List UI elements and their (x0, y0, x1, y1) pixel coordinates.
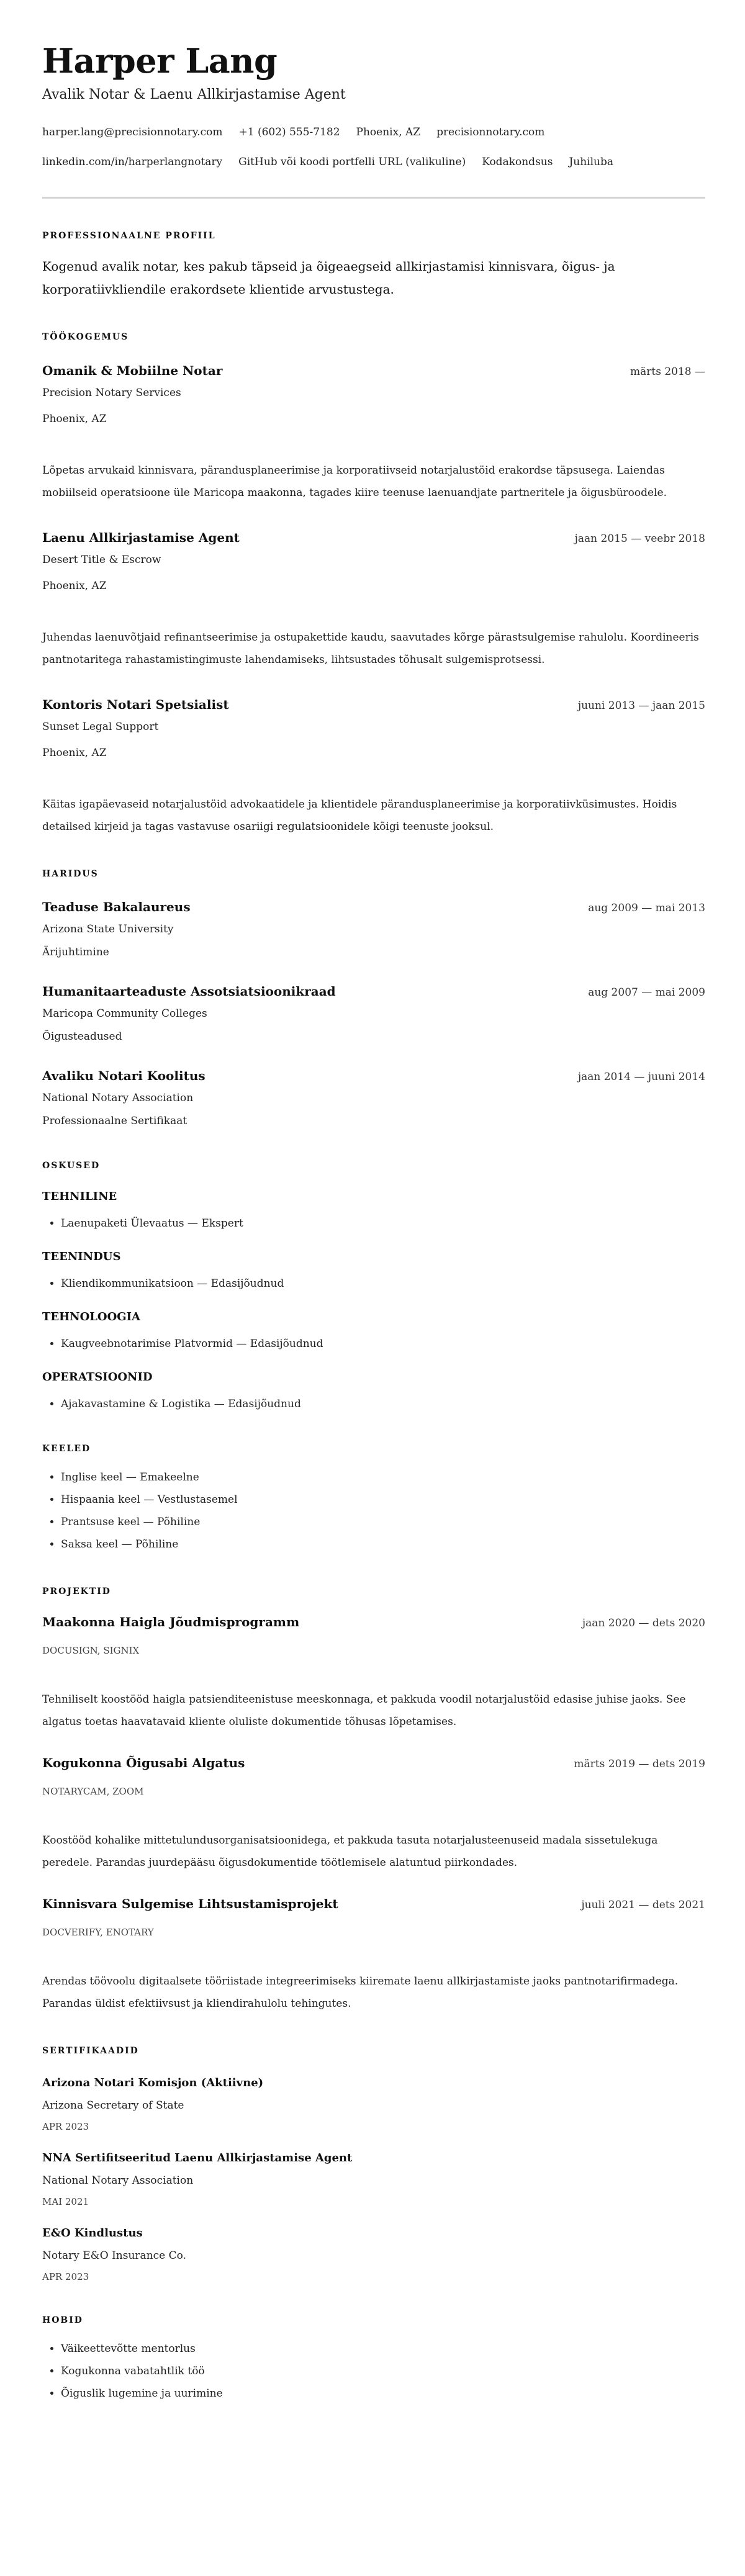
hobby-item: • Õiguslik lugemine ja uurimine (61, 2382, 705, 2405)
language-item: • Hispaania keel — Vestlustasemel (61, 1488, 705, 1511)
job-company: Desert Title & Escrow (42, 554, 161, 566)
certification-date: MAI 2021 (42, 2196, 89, 2207)
skill-item: • Kaugveebnotarimise Platvormid — Edasijõudnud (61, 1335, 705, 1353)
project-tech: NOTARYCAM, ZOOM (42, 1786, 144, 1797)
institution-name: National Notary Association (42, 1092, 194, 1104)
project-header (42, 1895, 705, 1914)
skill-category-heading: TEHNILINE (42, 1190, 117, 1203)
job-dates: jaan 2015 — veebr 2018 (574, 533, 705, 545)
project-dates: juuli 2021 — dets 2021 (581, 1899, 705, 1911)
section-heading: TÖÖKOGEMUS (42, 332, 129, 342)
project-dates: märts 2019 — dets 2019 (574, 1758, 705, 1770)
skill-category-heading: TEHNOLOOGIA (42, 1310, 141, 1323)
section-heading: HOBID (42, 2315, 83, 2325)
education-entry (42, 983, 705, 1045)
job-header (42, 529, 705, 547)
degree-title: Teaduse Bakalaureus (42, 899, 191, 914)
contact-item[interactable]: precisionnotary.com (436, 126, 545, 138)
skill-list (42, 1335, 705, 1353)
project-description: Tehniliselt koostööd haigla patsienditeenistuse meeskonnaga, et pakkuda voodil notarjalustöid edasise juhise jaoks. See algatus toetas haavatavaid kliente oluliste dokumentide tõhusas lõpetamises. (42, 1693, 686, 1728)
job-entry (42, 696, 705, 838)
project-dates: jaan 2020 — dets 2020 (582, 1617, 705, 1629)
candidate-name: Harper Lang (42, 41, 278, 81)
certification-name: NNA Sertifitseeritud Laenu Allkirjastamise Agent (42, 2151, 353, 2164)
job-header (42, 362, 705, 381)
education-dates: aug 2007 — mai 2009 (588, 986, 705, 999)
certification-entry (42, 2074, 705, 2134)
contact-item[interactable]: linkedin.com/in/harperlangnotary (42, 156, 223, 168)
job-location: Phoenix, AZ (42, 580, 107, 592)
hobby-list (42, 2338, 705, 2405)
project-title: Kogukonna Õigusabi Algatus (42, 1755, 245, 1770)
candidate-headline: Avalik Notar & Laenu Allkirjastamise Agent (42, 87, 346, 102)
language-item: • Saksa keel — Põhiline (61, 1533, 705, 1556)
project-title: Maakonna Haigla Jõudmisprogramm (42, 1615, 300, 1629)
job-dates: märts 2018 — (630, 366, 705, 378)
skill-item: • Laenupaketi Ülevaatus — Ekspert (61, 1215, 705, 1232)
degree-title: Humanitaarteaduste Assotsiatsioonikraad (42, 984, 336, 999)
certification-issuer: Notary E&O Insurance Co. (42, 2249, 186, 2262)
profile-summary: Kogenud avalik notar, kes pakub täpseid ja õigeaegseid allkirjastamisi kinnisvara, õigus- ja korporatiivkliendile erakordsete klientide arvustustega. (42, 259, 615, 297)
project-description: Koostööd kohalike mittetulundusorganisatsioonidega, et pakkuda tasuta notarjalusteenuseid madala sissetulekuga peredele. Parandas juurdepääsu õigusdokumentide töötlemisele alatuntud piirkondades. (42, 1834, 658, 1869)
education-header (42, 898, 705, 917)
certification-name: Arizona Notari Komisjon (Aktiivne) (42, 2076, 264, 2089)
certification-date: APR 2023 (42, 2271, 89, 2282)
project-tech: DOCUSIGN, SIGNIX (42, 1645, 140, 1656)
project-header (42, 1754, 705, 1773)
job-location: Phoenix, AZ (42, 747, 107, 759)
skill-item: • Kliendikommunikatsioon — Edasijõudnud (61, 1275, 705, 1292)
education-entry (42, 898, 705, 961)
skill-item: • Ajakavastamine & Logistika — Edasijõudnud (61, 1395, 705, 1413)
job-description: Käitas igapäevaseid notarjalustöid advokaatidele ja klientidele pärandusplaneerimise ja korporatiivküsimustes. Hoidis detailsed kirjeid ja tagas vastavuse osariigi regulatsioonidele kõigi teenuste jooksul. (42, 798, 677, 833)
job-description: Juhendas laenuvõtjaid refinantseerimise ja ostupakettide kaudu, saavutades kõrge pärastsulgemise rahulolu. Koordineeris pantnotaritega rahastamistingimuste lahendamiseks, lihtsustades tõhusalt sulgemisprotsessi. (42, 631, 699, 666)
job-company: Sunset Legal Support (42, 721, 159, 733)
language-item: • Inglise keel — Emakeelne (61, 1466, 705, 1488)
education-dates: aug 2009 — mai 2013 (588, 902, 705, 914)
hobby-item: • Väikeettevõtte mentorlus (61, 2338, 705, 2360)
institution-name: Maricopa Community Colleges (42, 1007, 207, 1020)
skill-category-heading: TEENINDUS (42, 1250, 121, 1263)
education-entry (42, 1067, 705, 1130)
certification-name: E&O Kindlustus (42, 2227, 143, 2240)
header-divider (42, 197, 705, 199)
certification-entry (42, 2225, 705, 2284)
contact-item: Kodakondsus (482, 156, 553, 168)
contact-list (42, 124, 705, 171)
education-dates: jaan 2014 — juuni 2014 (577, 1071, 705, 1083)
resume-header (42, 41, 705, 171)
field-of-study: Õigusteadused (42, 1030, 122, 1043)
field-of-study: Professionaalne Sertifikaat (42, 1115, 187, 1127)
contact-item: +1 (602) 555-7182 (238, 126, 340, 138)
skill-list (42, 1275, 705, 1292)
certification-date: APR 2023 (42, 2121, 89, 2132)
hobby-item: • Kogukonna vabatahtlik töö (61, 2360, 705, 2382)
section-heading: OSKUSED (42, 1161, 101, 1171)
job-title: Omanik & Mobiilne Notar (42, 363, 223, 378)
job-entry (42, 362, 705, 504)
job-entry (42, 529, 705, 671)
contact-item: Juhiluba (569, 156, 614, 168)
institution-name: Arizona State University (42, 923, 174, 935)
project-entry (42, 1754, 705, 1874)
field-of-study: Ärijuhtimine (42, 946, 109, 958)
certification-entry (42, 2150, 705, 2209)
job-title: Kontoris Notari Spetsialist (42, 697, 229, 712)
certifications-section (42, 2045, 705, 2284)
job-description: Lõpetas arvukaid kinnisvara, pärandusplaneerimise ja korporatiivseid notarjalustöid erakordse täpsusega. Laiendas mobiilseid operatsioone üle Maricopa maakonna, tagades kiire teenuse laenuandjate partneritele ja õigusbüroodele. (42, 464, 667, 499)
job-title: Laenu Allkirjastamise Agent (42, 530, 240, 545)
project-tech: DOCVERIFY, ENOTARY (42, 1927, 154, 1938)
profile-section (42, 230, 705, 301)
certification-issuer: Arizona Secretary of State (42, 2099, 184, 2112)
job-header (42, 696, 705, 714)
language-list (42, 1466, 705, 1556)
section-heading: KEELED (42, 1444, 91, 1454)
skills-section (42, 1160, 705, 1413)
project-description: Arendas töövoolu digitaalsete tööriistade integreerimiseks kiiremate laenu allkirjastamiste jaoks pantnotarifirmadega. Parandas üldist efektiivsust ja kliendirahulolu tehingutes. (42, 1975, 679, 2010)
contact-item: Phoenix, AZ (356, 126, 421, 138)
job-dates: juuni 2013 — jaan 2015 (577, 700, 705, 712)
language-item: • Prantsuse keel — Põhiline (61, 1511, 705, 1533)
section-heading: HARIDUS (42, 869, 99, 879)
degree-title: Avaliku Notari Koolitus (42, 1068, 205, 1083)
section-heading: SERTIFIKAADID (42, 2046, 139, 2056)
skill-category-heading: OPERATSIOONID (42, 1371, 153, 1384)
section-heading: PROJEKTID (42, 1587, 111, 1596)
project-header (42, 1613, 705, 1632)
certification-issuer: National Notary Association (42, 2174, 194, 2187)
education-section (42, 868, 705, 1130)
skill-list (42, 1215, 705, 1232)
job-company: Precision Notary Services (42, 387, 181, 399)
education-header (42, 1067, 705, 1086)
skill-list (42, 1395, 705, 1413)
project-entry (42, 1895, 705, 2015)
contact-item: GitHub või koodi portfelli URL (valikuline) (238, 156, 466, 168)
project-title: Kinnisvara Sulgemise Lihtsustamisprojekt (42, 1896, 338, 1911)
projects-section (42, 1585, 705, 2015)
languages-section (42, 1443, 705, 1556)
experience-section (42, 331, 705, 838)
contact-item[interactable]: harper.lang@precisionnotary.com (42, 126, 223, 138)
education-header (42, 983, 705, 1001)
section-heading: PROFESSIONAALNE PROFIIL (42, 231, 216, 241)
job-location: Phoenix, AZ (42, 413, 107, 425)
hobbies-section (42, 2314, 705, 2405)
project-entry (42, 1613, 705, 1733)
